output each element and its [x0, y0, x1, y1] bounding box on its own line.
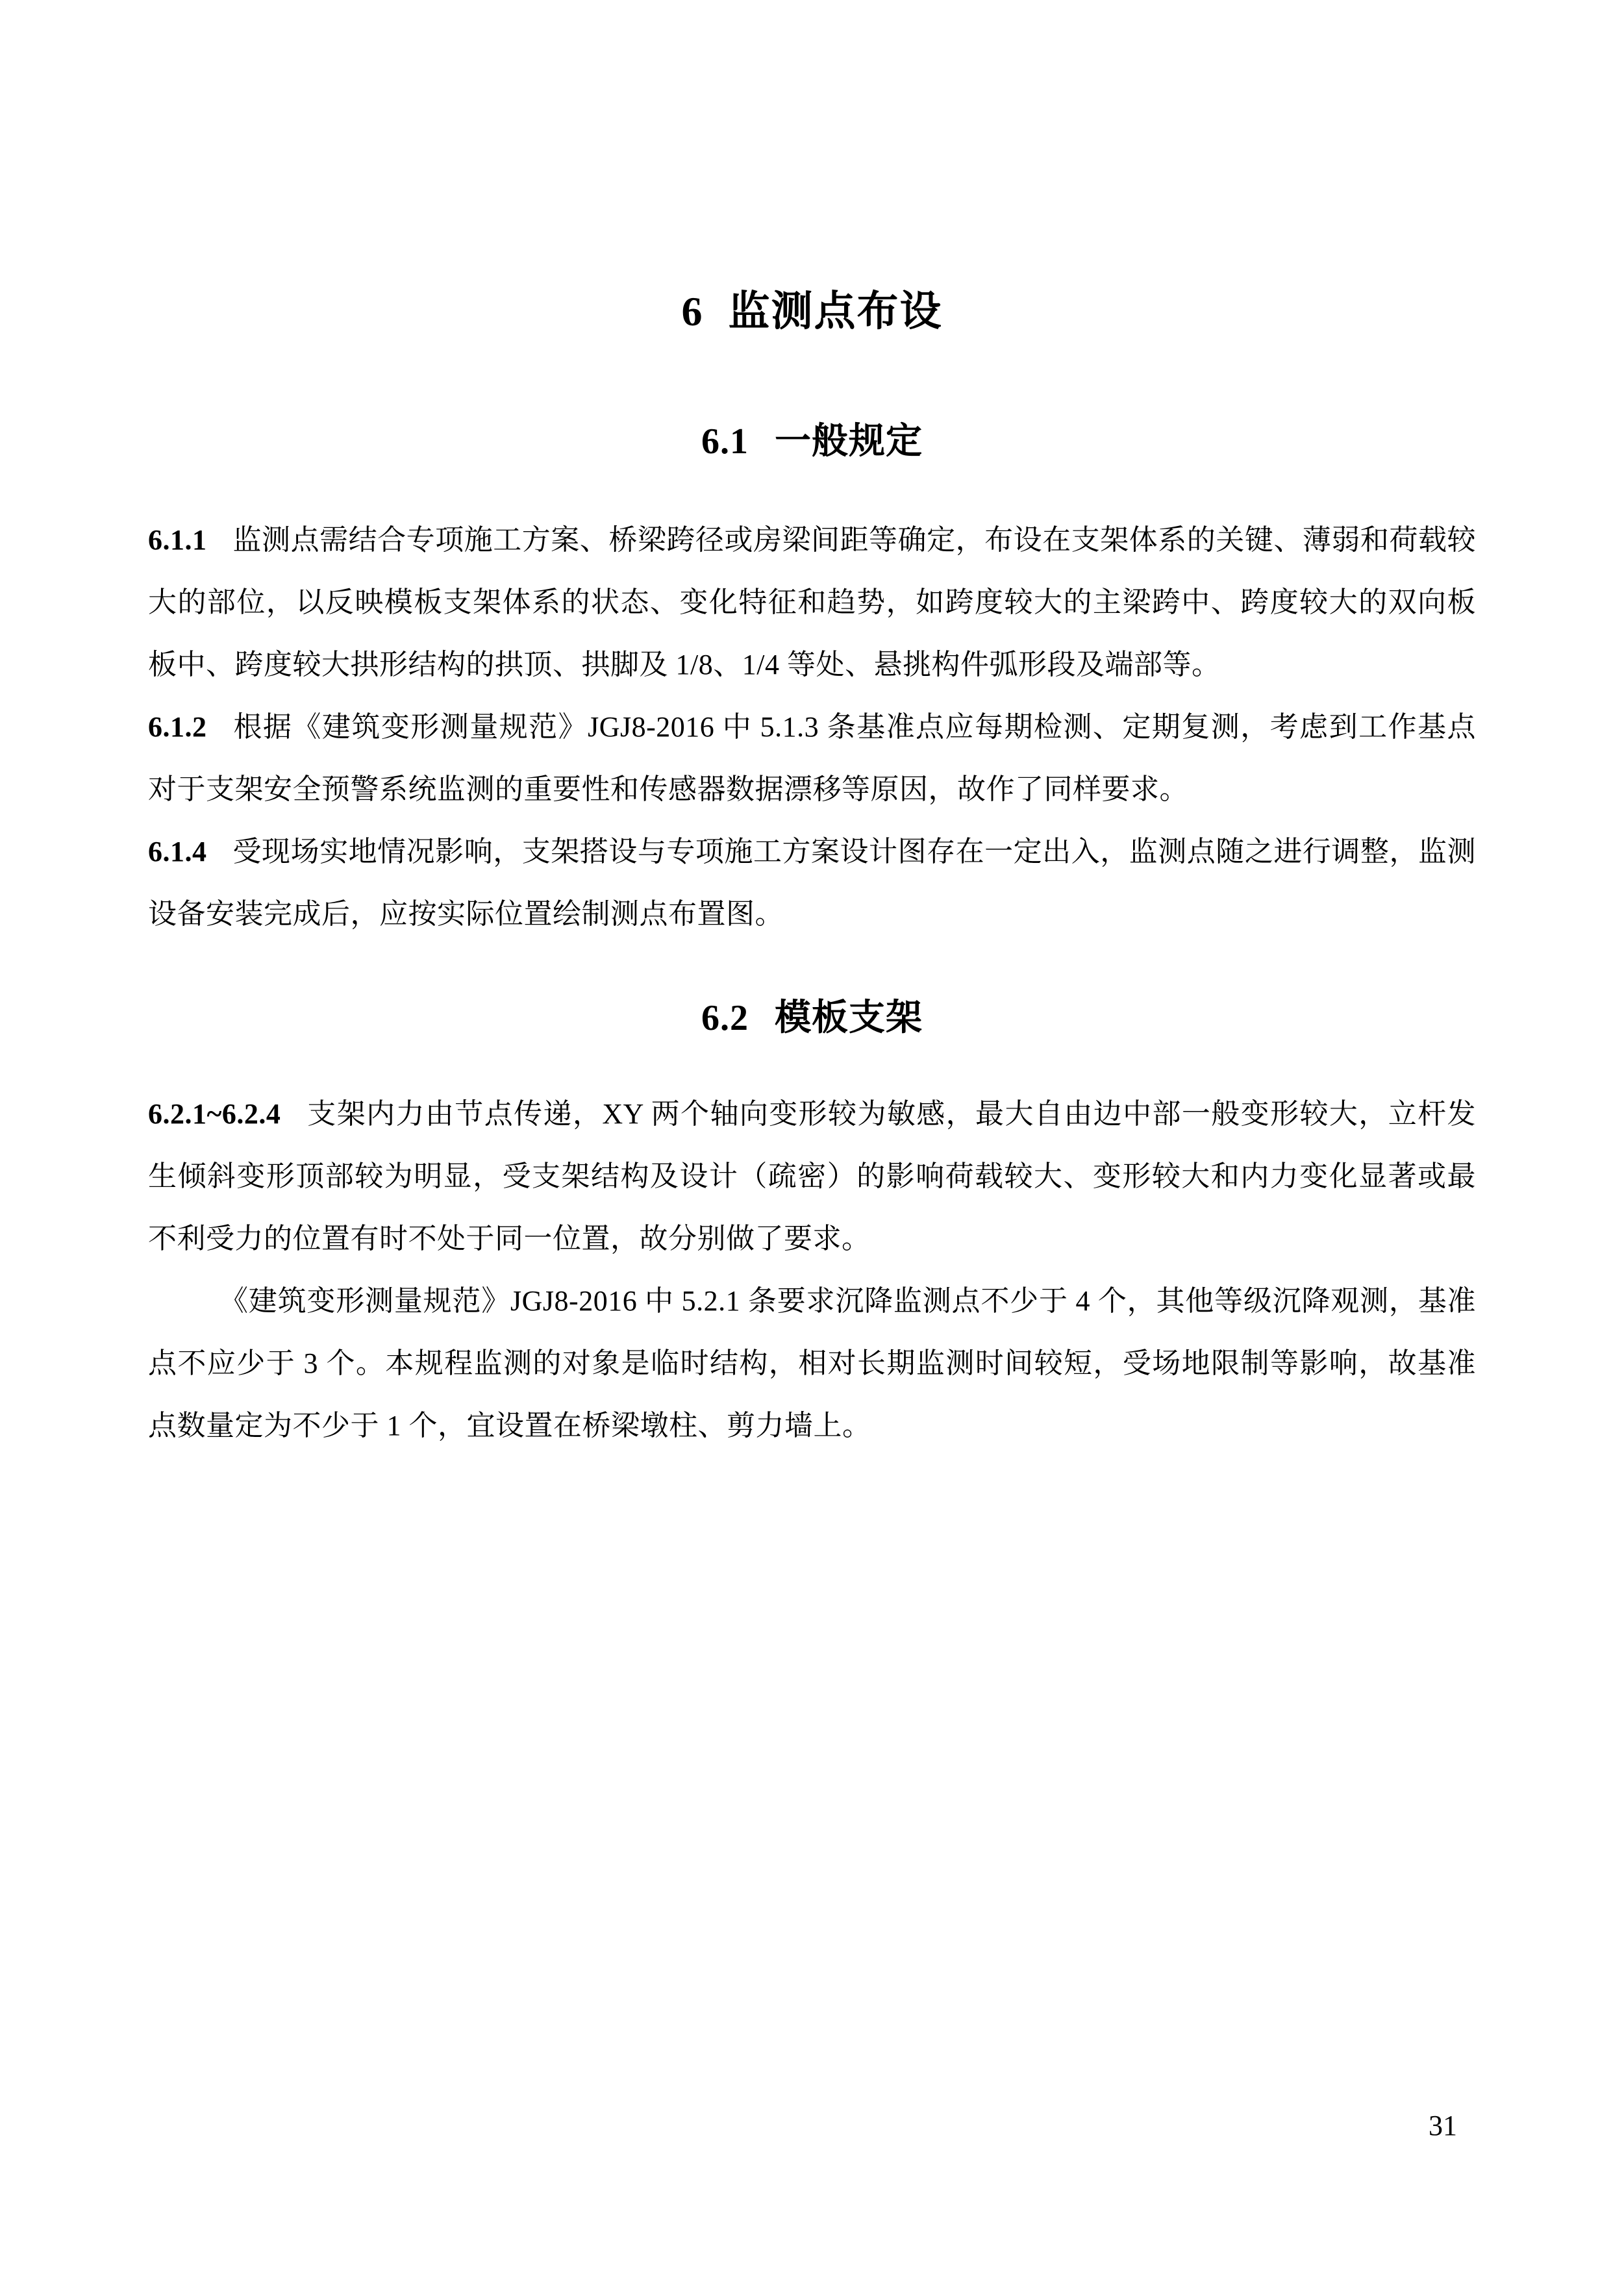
- section-heading-6-2: [148, 1000, 1476, 1036]
- chapter-title-text: 监测点布设: [728, 288, 943, 334]
- section-heading-6-1: [148, 423, 1476, 460]
- clause-label-6-1-2: 6.1.2: [148, 711, 207, 743]
- clause-label-6-1-4: 6.1.4: [148, 836, 207, 867]
- commentary-text: 《建筑变形测量规范》JGJ8-2016 中 5.2.1 条要求沉降监测点不少于 4 个，其他等级沉降观测，基准点不应少于 3 个。本规程监测的对象是临时结构，相对长期监测时间较短，受场地限制等影响，故基准点数量定为不少于 1 个，宜设置在桥梁墩柱、剪力墙上。: [148, 1285, 1476, 1441]
- chapter-title: [148, 0, 1476, 332]
- clause-text-6-1-1: 监测点需结合专项施工方案、桥梁跨径或房梁间距等确定，布设在支架体系的关键、薄弱和荷载较大的部位，以反映模板支架体系的状态、变化特征和趋势，如跨度较大的主梁跨中、跨度较大的双向板板中、跨度较大拱形结构的拱顶、拱脚及 1/8、1/4 等处、悬挑构件弧形段及端部等。: [148, 524, 1476, 680]
- paragraph-6-1-4: [148, 821, 1476, 945]
- clause-label-6-1-1: 6.1.1: [148, 524, 207, 556]
- section-6-2-number: 6.2: [701, 998, 749, 1038]
- paragraph-6-1-2: [148, 696, 1476, 821]
- clause-text-6-1-4: 受现场实地情况影响，支架搭设与专项施工方案设计图存在一定出入，监测点随之进行调整，监测设备安装完成后，应按实际位置绘制测点布置图。: [148, 836, 1476, 930]
- section-6-2-title-text: 模板支架: [775, 998, 923, 1038]
- paragraph-commentary: [148, 1270, 1476, 1457]
- section-6-1-body: [148, 509, 1476, 945]
- page-number: 31: [1429, 2110, 1457, 2141]
- section-6-1-number: 6.1: [701, 421, 749, 462]
- clause-text-6-2-1-to-6-2-4: 支架内力由节点传递，XY 两个轴向变形较为敏感，最大自由边中部一般变形较大，立杆发生倾斜变形顶部较为明显，受支架结构及设计（疏密）的影响荷载较大、变形较大和内力变化显著或最不利受力的位置有时不处于同一位置，故分别做了要求。: [148, 1098, 1476, 1254]
- paragraph-6-1-1: [148, 509, 1476, 696]
- clause-label-6-2-1-to-6-2-4: 6.2.1~6.2.4: [148, 1098, 281, 1130]
- section-6-2-body: [148, 1083, 1476, 1457]
- section-6-1-title-text: 一般规定: [775, 421, 923, 462]
- clause-text-6-1-2: 根据《建筑变形测量规范》JGJ8-2016 中 5.1.3 条基准点应每期检测、定期复测，考虑到工作基点对于支架安全预警系统监测的重要性和传感器数据漂移等原因，故作了同样要求。: [148, 711, 1476, 805]
- chapter-number: 6: [681, 288, 704, 334]
- paragraph-6-2-1-to-6-2-4: [148, 1083, 1476, 1270]
